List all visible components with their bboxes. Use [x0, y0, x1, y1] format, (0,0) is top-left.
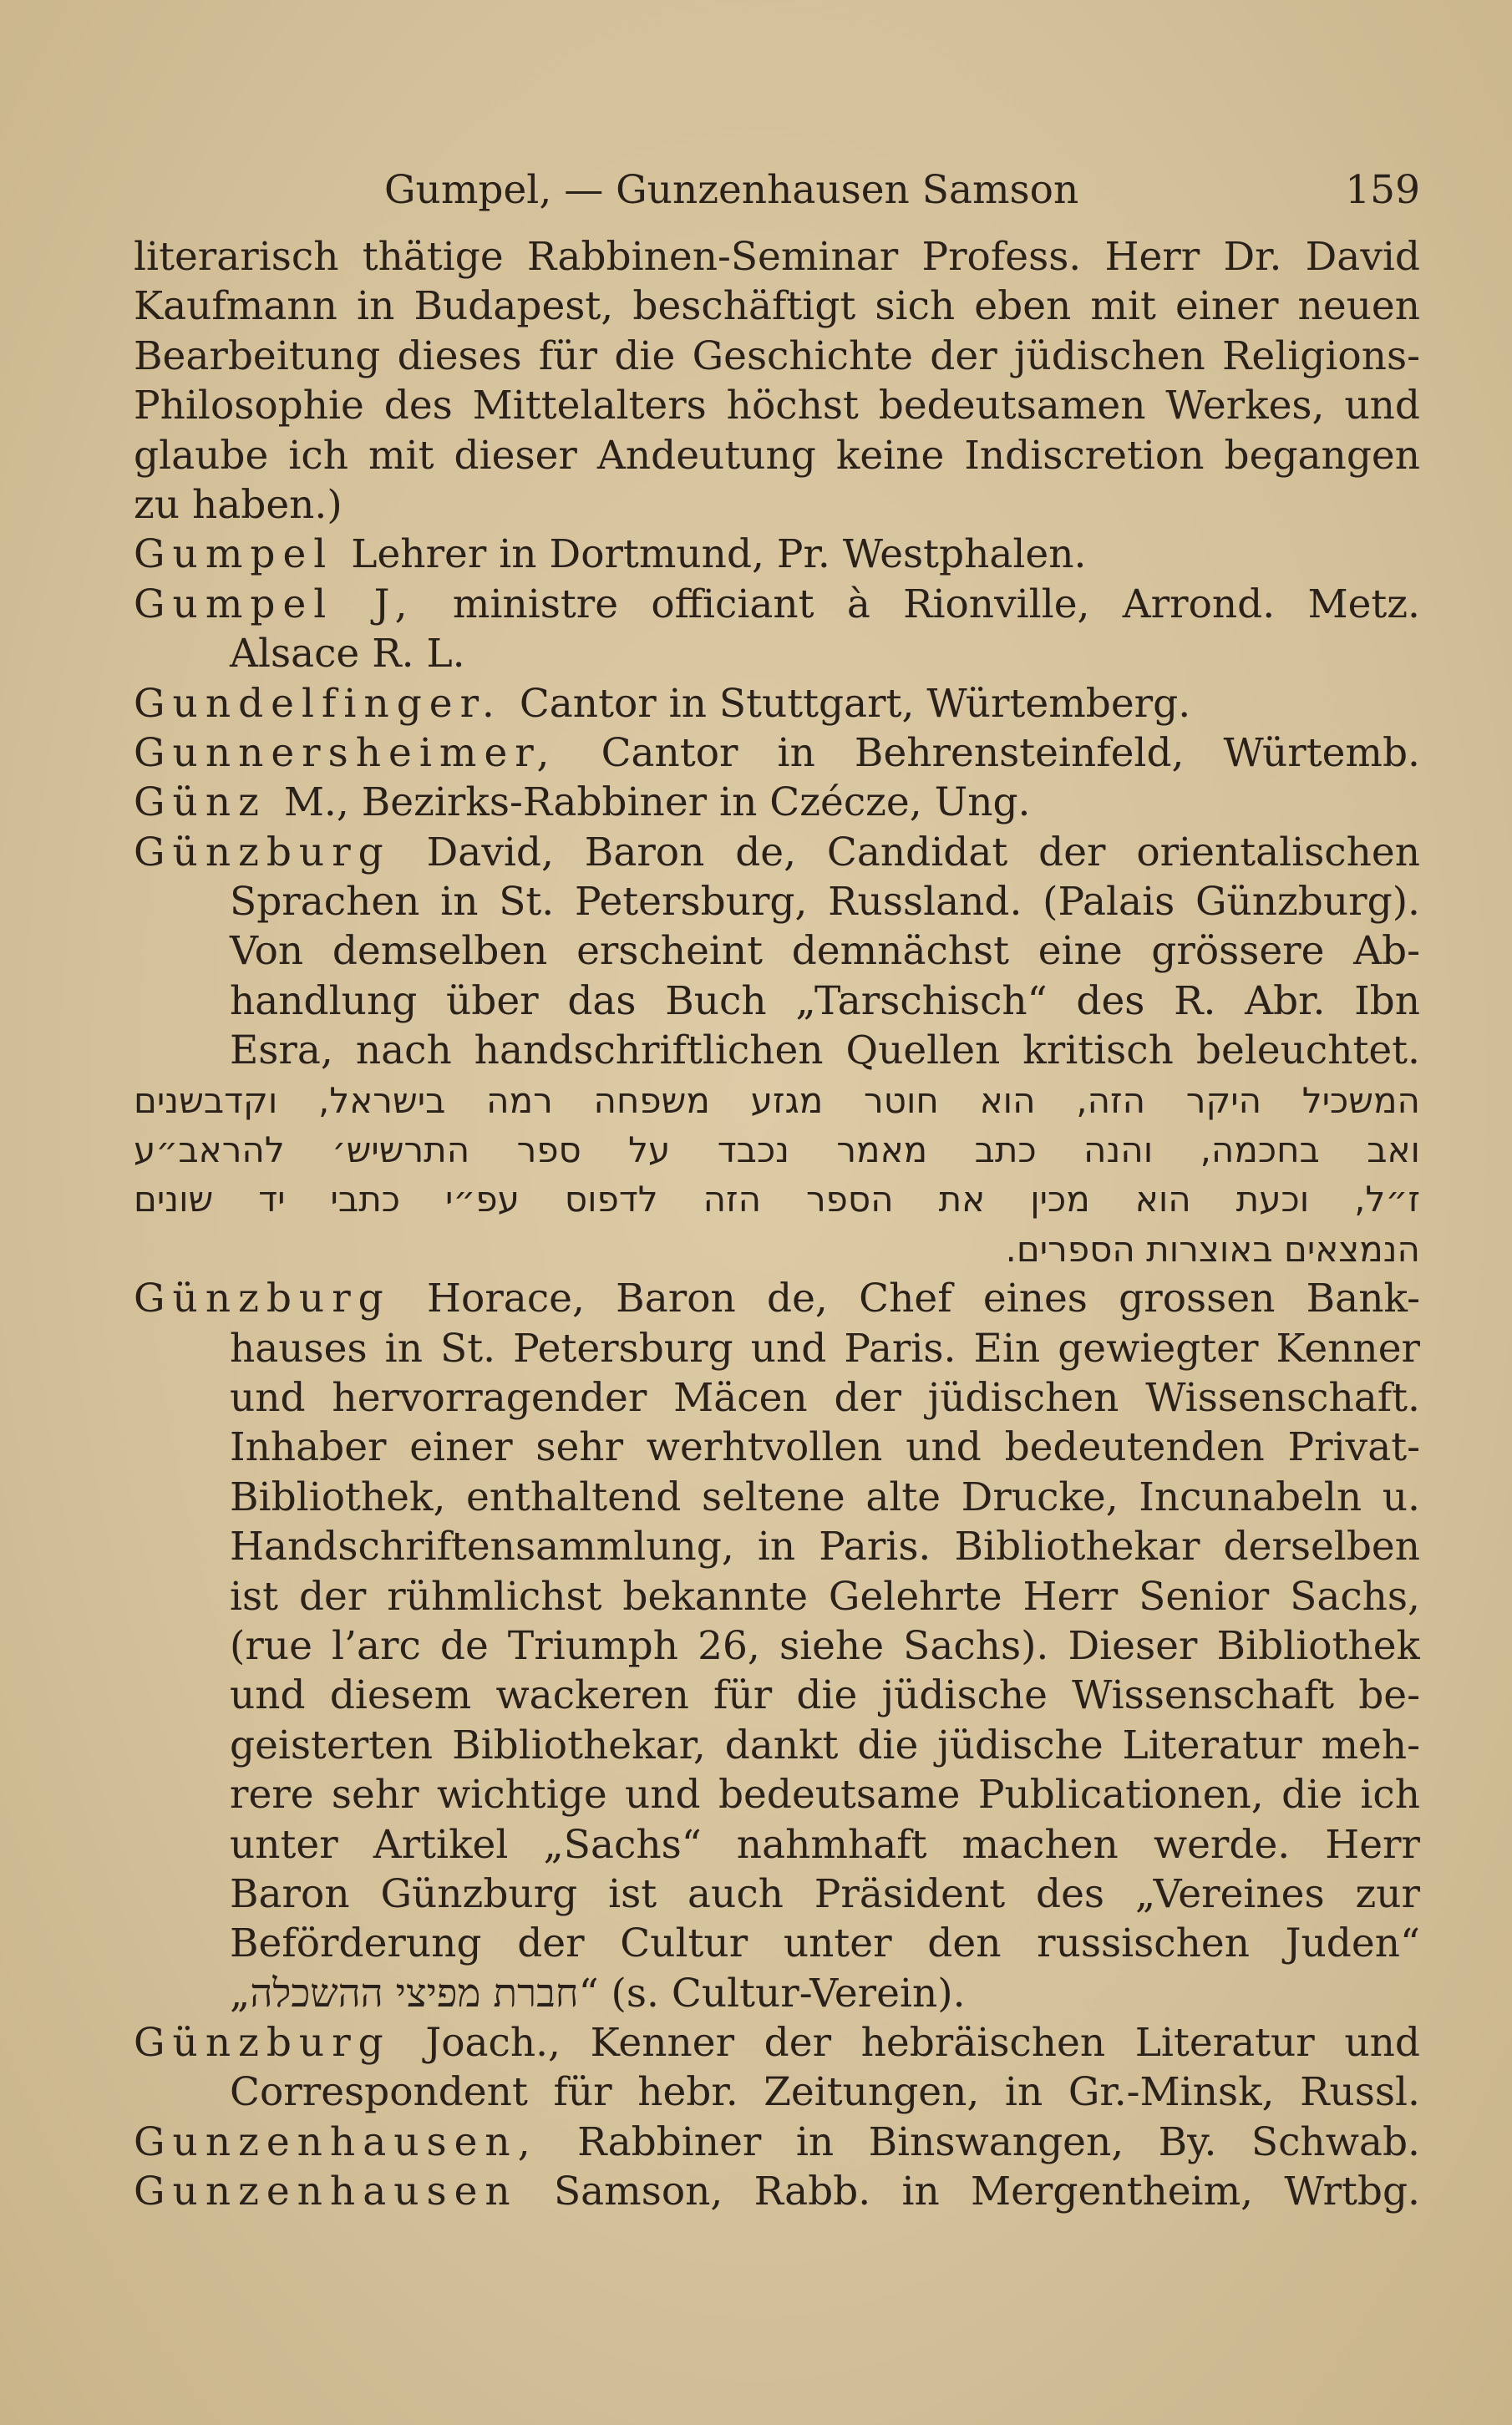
entry-name: Gunzenhausen [134, 2169, 518, 2215]
text-line: Philosophie des Mittelalters höchst bedeutsamen Werkes, und [134, 383, 1420, 429]
text-line: literarisch thätige Rabbinen-Seminar Profess. Herr Dr. David [134, 234, 1420, 280]
entry-line: Günzburg Joach., Kenner der hebräischen Literatur und [134, 2020, 1420, 2067]
text-line: geisterten Bibliothekar, dankt die jüdische Literatur meh- [230, 1722, 1420, 1768]
entry-line: Günz M., Bezirks-Rabbiner in Czécze, Ung. [134, 779, 1031, 826]
page-number: 159 [1345, 167, 1420, 213]
entry-line: Gunzenhausen Samson, Rabb. in Mergentheim, Wrtbg. [134, 2169, 1420, 2215]
entry-name: Gunnersheimer, [134, 729, 557, 776]
text-line: zu haben.) [134, 481, 342, 528]
entry-line: Gumpel J, ministre officiant à Rionville, Arrond. Metz. [134, 581, 1420, 627]
hebrew-line: הנמצאים באוצרות הספרים. [1005, 1228, 1420, 1270]
book-page [134, 167, 1420, 2217]
entry-name: Gumpel J, [134, 581, 415, 627]
text-line: Handschriftensammlung, in Paris. Bibliothekar derselben [230, 1524, 1420, 1570]
text-line: hauses in St. Petersburg und Paris. Ein gewiegter Kenner [230, 1325, 1420, 1372]
entry-name: Gumpel [134, 531, 334, 578]
text-line: handlung über das Buch „Tarschisch“ des R. Abr. Ibn [230, 977, 1420, 1024]
hebrew-line: ואב בחכמה, והנה כתב מאמר נכבד על ספר התרשיש׳ להראב״ע [134, 1129, 1420, 1171]
entry-name: Gunzenhausen, [134, 2118, 538, 2165]
text-line: Kaufmann in Budapest, beschäftigt sich eben mit einer neuen [134, 283, 1420, 330]
text-line: unter Artikel „Sachs“ nahmhaft machen werde. Herr [230, 1821, 1420, 1868]
entry-line: Günzburg Horace, Baron de, Chef eines grossen Bank- [134, 1276, 1420, 1322]
text-line: „חברת מפיצי ההשכלה“ (s. Cultur-Verein). [230, 1970, 966, 2017]
text-line: rere sehr wichtige und bedeutsame Publicationen, die ich [230, 1772, 1420, 1819]
entry-name: Gundelfinger. [134, 680, 502, 727]
running-header [134, 167, 1420, 229]
entry-line: Günzburg David, Baron de, Candidat der orientalischen [134, 829, 1420, 875]
entry-line: Gunnersheimer, Cantor in Behrensteinfeld, Würtemb. [134, 729, 1420, 776]
text-line: und diesem wackeren für die jüdische Wissenschaft be- [230, 1672, 1420, 1719]
hebrew-line: ז״ל, וכעת הוא מכין את הספר הזה לדפוס עפ״י כתבי יד שונים [134, 1179, 1420, 1220]
text-line: Bearbeitung dieses für die Geschichte der jüdischen Religions- [134, 332, 1420, 379]
text-line: Sprachen in St. Petersburg, Russland. (Palais Günzburg). [230, 879, 1420, 926]
text-line: ist der rühmlichst bekannte Gelehrte Herr Senior Sachs, [230, 1573, 1420, 1620]
entry-line: Gundelfinger. Cantor in Stuttgart, Würtemberg. [134, 680, 1191, 727]
entry-line: Gumpel Lehrer in Dortmund, Pr. Westphalen. [134, 531, 1087, 578]
body-text [134, 232, 1420, 2217]
text-line: (rue l’arc de Triumph 26, siehe Sachs). Dieser Bibliothek [230, 1622, 1420, 1669]
text-line: Correspondent für hebr. Zeitungen, in Gr.-Minsk, Russl. [230, 2069, 1420, 2116]
text-line: glaube ich mit dieser Andeutung keine Indiscretion begangen [134, 432, 1420, 479]
entry-line: Gunzenhausen, Rabbiner in Binswangen, By. Schwab. [134, 2118, 1420, 2165]
entry-name: Günz [134, 779, 266, 826]
text-line: Esra, nach handschriftlichen Quellen kritisch beleuchtet. [230, 1027, 1420, 1074]
header-title: Gumpel, — Gunzenhausen Samson [384, 167, 1079, 213]
text-line: Alsace R. L. [230, 631, 465, 677]
text-line: Bibliothek, enthaltend seltene alte Drucke, Incunabeln u. [230, 1474, 1420, 1520]
text-line: Baron Günzburg ist auch Präsident des „Vereines zur [230, 1870, 1420, 1917]
text-line: und hervorragender Mäcen der jüdischen Wissenschaft. [230, 1374, 1420, 1421]
hebrew-line: המשכיל היקר הזה, הוא חוטר מגזע משפחה רמה בישראל, וקדבשנים [134, 1079, 1420, 1121]
entry-name: Günzburg [134, 1276, 391, 1322]
text-line: Von demselben erscheint demnächst eine grössere Ab- [230, 928, 1420, 975]
entry-name: Günzburg [134, 2020, 391, 2067]
text-line: Beförderung der Cultur unter den russischen Juden“ [230, 1920, 1420, 1967]
text-line: Inhaber einer sehr werhtvollen und bedeutenden Privat- [230, 1424, 1420, 1471]
entry-name: Günzburg [134, 829, 391, 875]
